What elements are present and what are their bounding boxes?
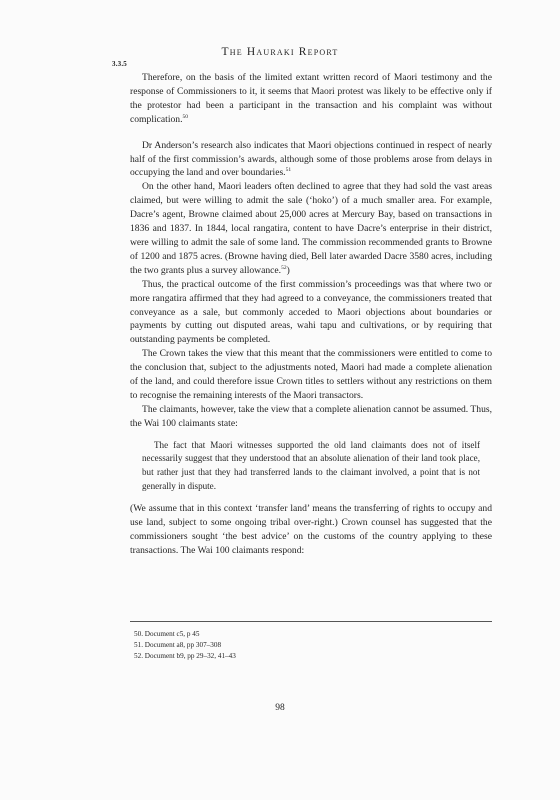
footnote-52: 52. Document b9, pp 29–32, 41–43 bbox=[134, 652, 236, 660]
footnote-divider bbox=[130, 621, 492, 622]
paragraph-2-text: Dr Anderson’s research also indicates that Maori objections continued in respect of nearly half of the first commission’s awards, although some of those problems arose from delays in occupying the land and over boundaries. bbox=[130, 139, 492, 179]
footnote-ref-52[interactable]: 52 bbox=[281, 264, 287, 271]
paragraph-2 bbox=[130, 139, 492, 181]
body-text bbox=[130, 71, 492, 557]
paragraph-3-text: On the other hand, Maori leaders often declined to agree that they had sold the vast areas claimed, but were willing to admit the sale (‘hoko’) of a much smaller area. For example, Dacre’s agent, Browne claimed about 25,000 acres at Mercury Bay, based on transactions in 1836 and 1837. In 1844, local rangatira, content to have Dacre’s enterprise in their district, were willing to admit the sale of some land. The commission recommended grants to Browne of 1200 and 1875 acres. (Browne having died, Bell later awarded Dacre 3580 acres, including the two grants plus a survey allowance. bbox=[130, 181, 492, 276]
footnote-ref-50[interactable]: 50 bbox=[182, 113, 188, 120]
paragraph-3-close: ) bbox=[286, 264, 290, 276]
paragraph-7: (We assume that in this context ‘transfer land’ means the transferring of rights to occupy and use land, subject to some ongoing tribal over-right.) Crown counsel has suggested that the commissioners sought ‘the best advice’ on the customs of the country applying to these transactions. The Wai 100 claimants respond: bbox=[130, 502, 492, 556]
footnote-ref-51[interactable]: 51 bbox=[285, 167, 292, 174]
footnote-51: 51. Document a8, pp 307–308 bbox=[134, 641, 222, 649]
paragraph-3 bbox=[130, 180, 492, 277]
section-number: 3.3.5 bbox=[112, 60, 127, 68]
paragraph-4: Thus, the practical outcome of the first commission’s proceedings was that where two or more rangatira affirmed that they had agreed to a conveyance, the commissioners treated that conveyance as a sale, but commonly acceded to Maori objections about boundaries or payments by cutting out disputed areas, wahi tapu and cultivations, or by requiring that outstanding payments be completed. bbox=[130, 278, 492, 346]
paragraph-1 bbox=[130, 71, 492, 127]
paragraph-1-text: Therefore, on the basis of the limited extant written record of Maori testimony and the response of Commissioners to it, it seems that Maori protest was likely to be effective only if the protestor had been a participant in the transaction and his complaint was without complication. bbox=[130, 72, 492, 125]
footnote-50: 50. Document c5, p 45 bbox=[134, 630, 200, 638]
paragraph-6: The claimants, however, take the view that a complete alienation cannot be assumed. Thus, the Wai 100 claimants state: bbox=[130, 403, 492, 429]
running-title: The Hauraki Report bbox=[221, 46, 339, 58]
paragraph-5: The Crown takes the view that this meant that the commissioners were entitled to come to the conclusion that, subject to the adjustments noted, Maori had made a complete alienation of the land, and could therefore issue Crown titles to settlers without any restrictions on them to recognise the remaining interests of the Maori transactors. bbox=[130, 348, 492, 401]
block-quote: The fact that Maori witnesses supported the old land claimants does not of itself necessarily suggest that they understood that an absolute alienation of their land took place, but rather just that they had transferred lands to the claimant involved, a point that is not generally in dispute. bbox=[142, 439, 480, 492]
page-number: 98 bbox=[275, 703, 285, 713]
footnotes bbox=[134, 629, 492, 662]
